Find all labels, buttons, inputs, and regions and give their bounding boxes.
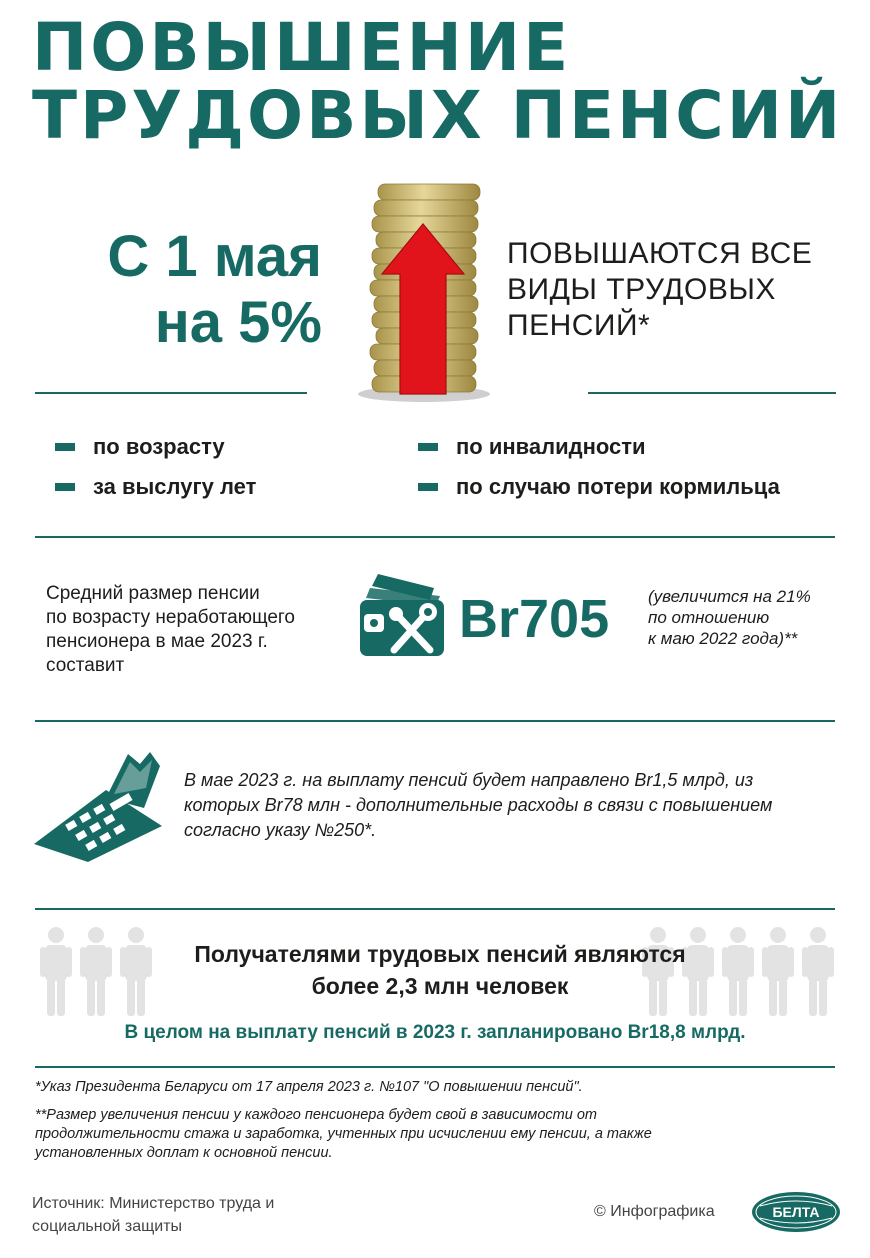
average-pension-text (46, 582, 346, 678)
types-line-1: ПОВЫШАЮТСЯ ВСЕ (507, 237, 813, 270)
date-line-2: на 5% (154, 290, 322, 355)
pension-type-label: по инвалидности (456, 434, 646, 459)
page-title (32, 9, 852, 154)
pension-type-label: по случаю потери кормильца (456, 474, 780, 499)
pension-type-label: за выслугу лет (93, 474, 257, 499)
footnote-increase-size (35, 1106, 825, 1163)
divider (35, 536, 835, 538)
source-text (32, 1192, 352, 1238)
types-line-2: ВИДЫ ТРУДОВЫХ (507, 273, 776, 306)
may-payment-text (184, 768, 844, 843)
coin-stack-icon (348, 178, 498, 408)
recipients-line: более 2,3 млн человек (311, 973, 569, 999)
planned-total-text: В целом на выплату пенсий в 2023 г. запланировано Br18,8 млрд. (124, 1022, 746, 1043)
calculator-receipt-icon (28, 748, 168, 866)
increase-line: по отношению (648, 608, 770, 627)
divider (588, 392, 836, 394)
copyright-text: © Инфографика (594, 1203, 715, 1220)
may-payment-line: согласно указу №250*. (184, 820, 377, 840)
average-pension-amount: Br705 (459, 589, 610, 649)
divider (35, 392, 307, 394)
recipients-line: Получателями трудовых пенсий являются (194, 941, 686, 967)
increase-date (40, 224, 322, 356)
average-increase-note (648, 586, 858, 649)
pension-type-item (418, 474, 780, 500)
average-text-line: пенсионера в мае 2023 г. (46, 631, 268, 652)
divider (35, 720, 835, 722)
title-line-1: ПОВЫШЕНИЕ (32, 9, 572, 86)
footnote-line: продолжительности стажа и заработка, учтенных при исчислении ему пенсии, а также (35, 1126, 652, 1142)
pension-type-label: по возрасту (93, 434, 225, 459)
footnote-decree: *Указ Президента Беларуси от 17 апреля 2023 г. №107 "О повышении пенсий". (35, 1079, 583, 1095)
footnote-line: установленных доплат к основной пенсии. (35, 1145, 333, 1161)
belta-logo-icon (750, 1190, 842, 1234)
source-line: Источник: Министерство труда и (32, 1195, 275, 1212)
bullet-marker (55, 483, 75, 491)
pension-type-item (418, 434, 646, 460)
average-text-line: составит (46, 655, 125, 676)
pension-type-item (55, 434, 225, 460)
logo-text: БЕЛТА (772, 1204, 820, 1220)
average-text-line: Средний размер пенсии (46, 583, 260, 604)
bullet-marker (418, 483, 438, 491)
title-line-2: ТРУДОВЫХ ПЕНСИЙ (32, 77, 844, 154)
divider (35, 908, 835, 910)
types-line-3: ПЕНСИЙ* (507, 309, 651, 342)
bullet-marker (55, 443, 75, 451)
recipients-text (130, 938, 750, 1002)
may-payment-line: которых Br78 млн - дополнительные расходы в связи с повышением (184, 795, 773, 815)
types-text (507, 236, 847, 344)
divider (35, 1066, 835, 1068)
increase-line: к маю 2022 года)** (648, 629, 798, 648)
increase-line: (увеличится на 21% (648, 587, 811, 606)
wallet-tools-icon (356, 570, 452, 664)
bullet-marker (418, 443, 438, 451)
date-line-1: С 1 мая (107, 224, 322, 289)
source-line: социальной защиты (32, 1218, 183, 1235)
pension-type-item (55, 474, 256, 500)
footnote-line: **Размер увеличения пенсии у каждого пенсионера будет свой в зависимости от (35, 1107, 597, 1123)
average-text-line: по возрасту неработающего (46, 607, 296, 628)
may-payment-line: В мае 2023 г. на выплату пенсий будет направлено Br1,5 млрд, из (184, 770, 754, 790)
